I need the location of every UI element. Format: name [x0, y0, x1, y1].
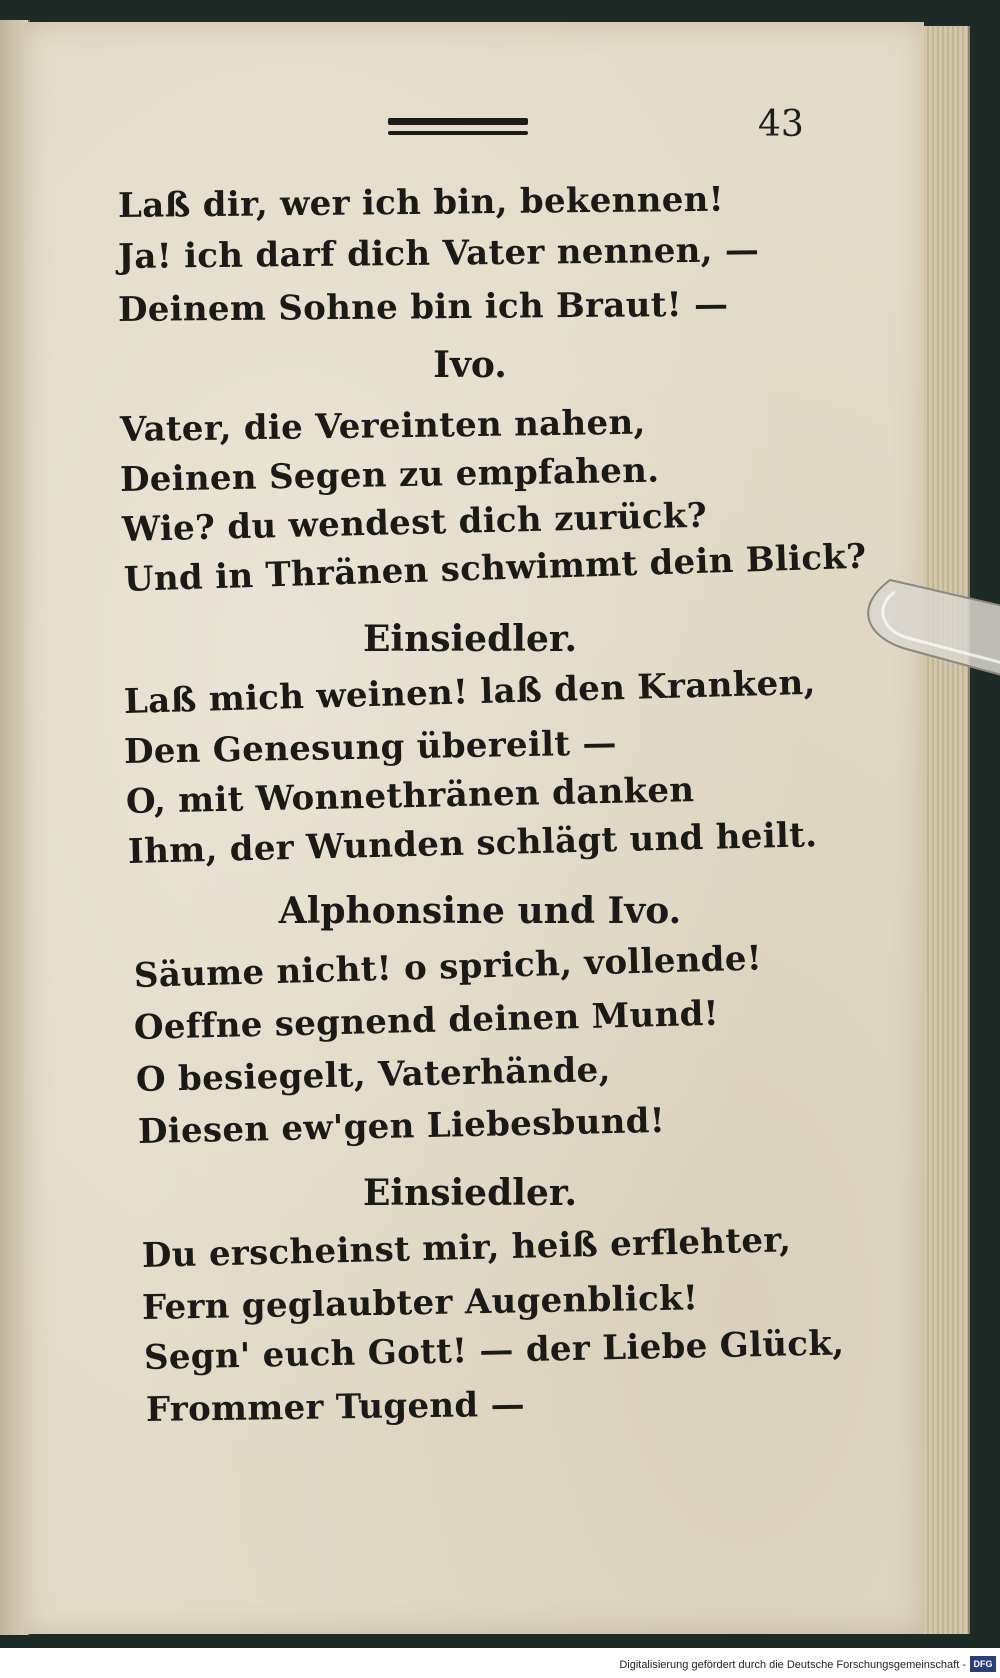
speaker-heading: Einsiedler. [362, 618, 578, 660]
page-stack-edges [924, 26, 970, 1634]
poem-line: Diesen ew'gen Liebesbund! [137, 1100, 666, 1152]
poem-line: O besiegelt, Vaterhände, [135, 1050, 612, 1100]
dfg-logo: DFG [970, 1656, 996, 1672]
funding-credit: Digitalisierung gefördert durch die Deutsche Forschungsgemeinschaft - [619, 1659, 966, 1671]
poem-line: Ihm, der Wunden schlägt und heilt. [127, 815, 818, 872]
ornamental-rule [388, 118, 528, 125]
page-number: 43 [758, 104, 804, 145]
poem-line: Deinen Segen zu empfahen. [119, 450, 660, 500]
poem-line: Laß mich weinen! laß den Kranken, [123, 662, 817, 722]
poem-line: Oeffne segnend deinen Mund! [133, 993, 720, 1048]
page-clip [850, 570, 1000, 710]
poem-line: Den Genesung übereilt — [123, 723, 618, 772]
poem-line: Du erscheinst mir, heiß erflehter, [141, 1220, 792, 1276]
speaker-heading: Ivo. [433, 344, 507, 386]
poem-line: Säume nicht! o sprich, vollende! [133, 938, 763, 996]
speaker-heading: Alphonsine und Ivo. [278, 890, 682, 932]
poem-line: Wie? du wendest dich zurück? [121, 495, 708, 550]
poem-line: Segn' euch Gott! — der Liebe Glück, [143, 1323, 845, 1378]
poem-line: Und in Thränen schwimmt dein Blick? [123, 536, 867, 600]
poem-line: Fern geglaubter Augenblick! [141, 1278, 699, 1328]
poem-line: Laß dir, wer ich bin, bekennen! [117, 179, 725, 226]
poem-line: Vater, die Vereinten nahen, [119, 402, 646, 450]
poem-line: Ja! ich darf dich Vater nennen, — [117, 230, 760, 277]
poem-line: Deinem Sohne bin ich Braut! — [117, 284, 729, 330]
ornamental-rule-thin [388, 131, 528, 135]
speaker-heading: Einsiedler. [362, 1172, 578, 1214]
poem-line: Frommer Tugend — [145, 1384, 526, 1430]
poem-line: O, mit Wonnethränen danken [125, 770, 695, 822]
